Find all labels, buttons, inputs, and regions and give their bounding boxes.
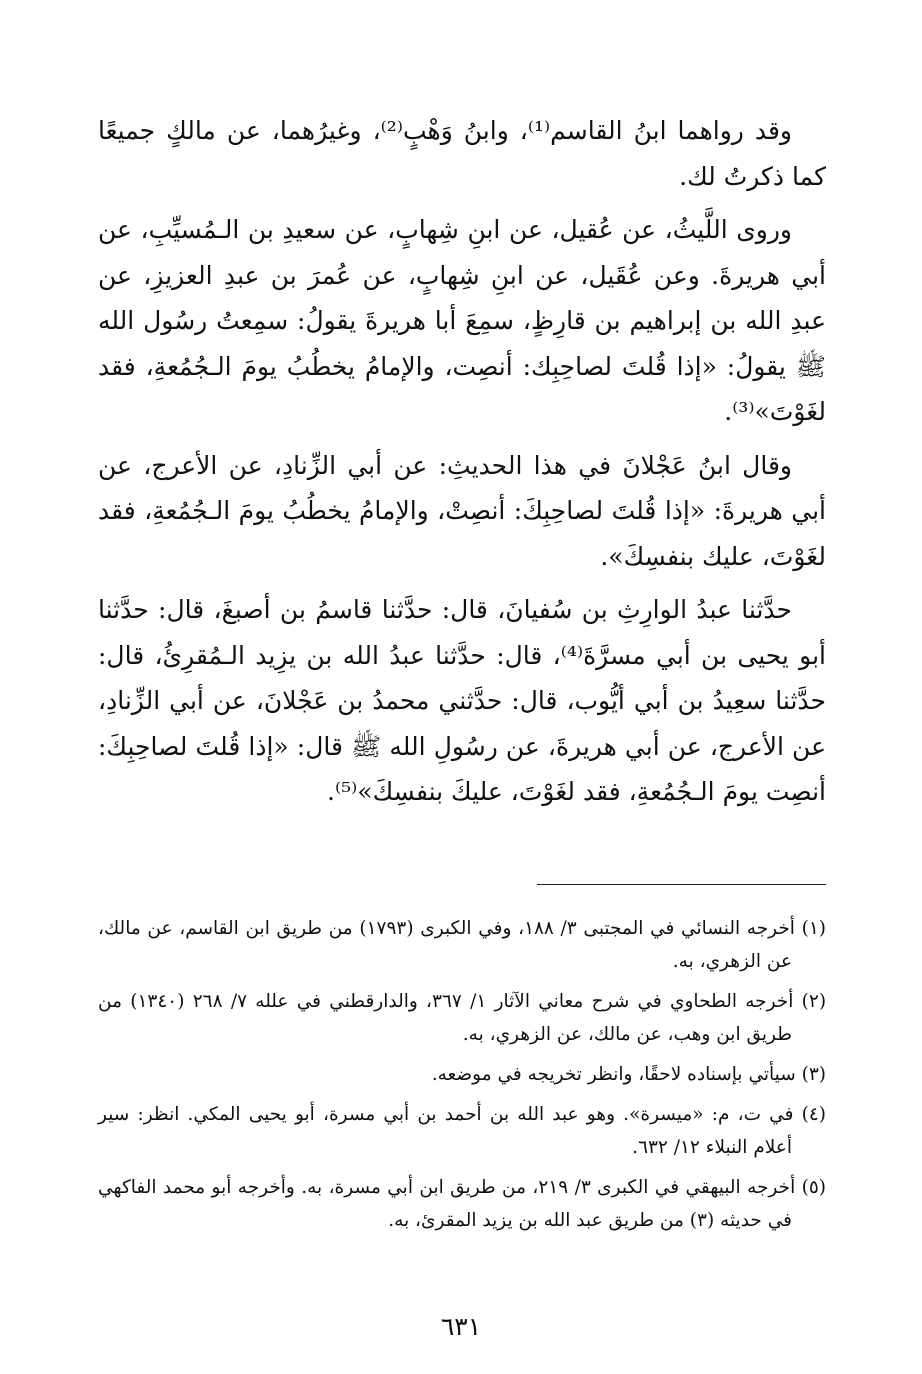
footnote-separator	[537, 884, 826, 885]
footnote-4: (٤) في ت، م: «ميسرة». وهو عبد الله بن أحمد بن أبي مسرة، أبو يحيى المكي. انظر: سير أعلام النبلاء ١٢/ ٦٣٢.	[98, 1104, 826, 1158]
paragraph-3: وقال ابنُ عَجْلانَ في هذا الحديثِ: عن أبي الزِّنادِ، عن الأعرج، عن أبي هريرةَ: «إذا قُلتَ لصاحِبِكَ: أنصِتْ، والإمامُ يخطُبُ يومَ الـجُمُعةِ، فقد لغَوْتَ، عليك بنفسِكَ».	[98, 450, 826, 571]
footnotes	[98, 912, 826, 1244]
footnote-1: (١) أخرجه النسائي في المجتبى ٣/ ١٨٨، وفي الكبرى (١٧٩٣) من طريق ابن القاسم، عن مالك، عن الزهري، به.	[98, 918, 826, 972]
footnote-5: (٥) أخرجه البيهقي في الكبرى ٣/ ٢١٩، من طريق ابن أبي مسرة، به. وأخرجه أبو محمد الفاكهي في حديثه (٣) من طريق عبد الله بن يزيد المقرئ، به.	[98, 1177, 826, 1231]
paragraph-1: وقد رواهما ابنُ القاسم⁽¹⁾، وابنُ وَهْبٍ⁽²⁾، وغيرُهما، عن مالكٍ جميعًا كما ذكرتُ لك.	[98, 116, 826, 191]
footnote-3: (٣) سيأتي بإسناده لاحقًا، وانظر تخريجه في موضعه.	[431, 1064, 826, 1085]
paragraph-2: وروى اللَّيثُ، عن عُقيل، عن ابنِ شِهابٍ، عن سعيدِ بن الـمُسيِّبِ، عن أبي هريرةَ. وعن عُقَيل، عن ابنِ شِهابٍ، عن عُمرَ بن عبدِ العزيزِ، عن عبدِ الله بن إبراهيم بن قارِظٍ، سمِعَ أبا هريرةَ يقولُ: سمِعتُ رسُول الله ﷺ يقولُ: «إذا قُلتَ لصاحِبِك: أنصِت، والإمامُ يخطُبُ يومَ الـجُمُعةِ، فقد لغَوْتَ»⁽³⁾.	[98, 215, 826, 426]
page-number: ٦٣١	[440, 1312, 482, 1341]
main-text	[98, 108, 826, 815]
footnote-2: (٢) أخرجه الطحاوي في شرح معاني الآثار ١/ ٣٦٧، والدارقطني في علله ٧/ ٢٦٨ (١٣٤٠) من طريق ابن وهب، عن مالك، عن الزهري، به.	[98, 991, 827, 1045]
paragraph-4: حدَّثنا عبدُ الوارِثِ بن سُفيانَ، قال: حدَّثنا قاسمُ بن أصبغَ، قال: حدَّثنا أبو يحيى بن أبي مسرَّةَ⁽⁴⁾، قال: حدَّثنا عبدُ الله بن يزِيد الـمُقرِئُ، قال: حدَّثنا سعِيدُ بن أبي أيُّوب، قال: حدَّثني محمدُ بن عَجْلانَ، عن أبي الزِّنادِ، عن الأعرج، عن أبي هريرةَ، عن رسُولِ الله ﷺ قال: «إذا قُلتَ لصاحِبِكَ: أنصِت يومَ الـجُمُعةِ، فقد لغَوْتَ، عليكَ بنفسِكَ»⁽⁵⁾.	[98, 595, 826, 806]
